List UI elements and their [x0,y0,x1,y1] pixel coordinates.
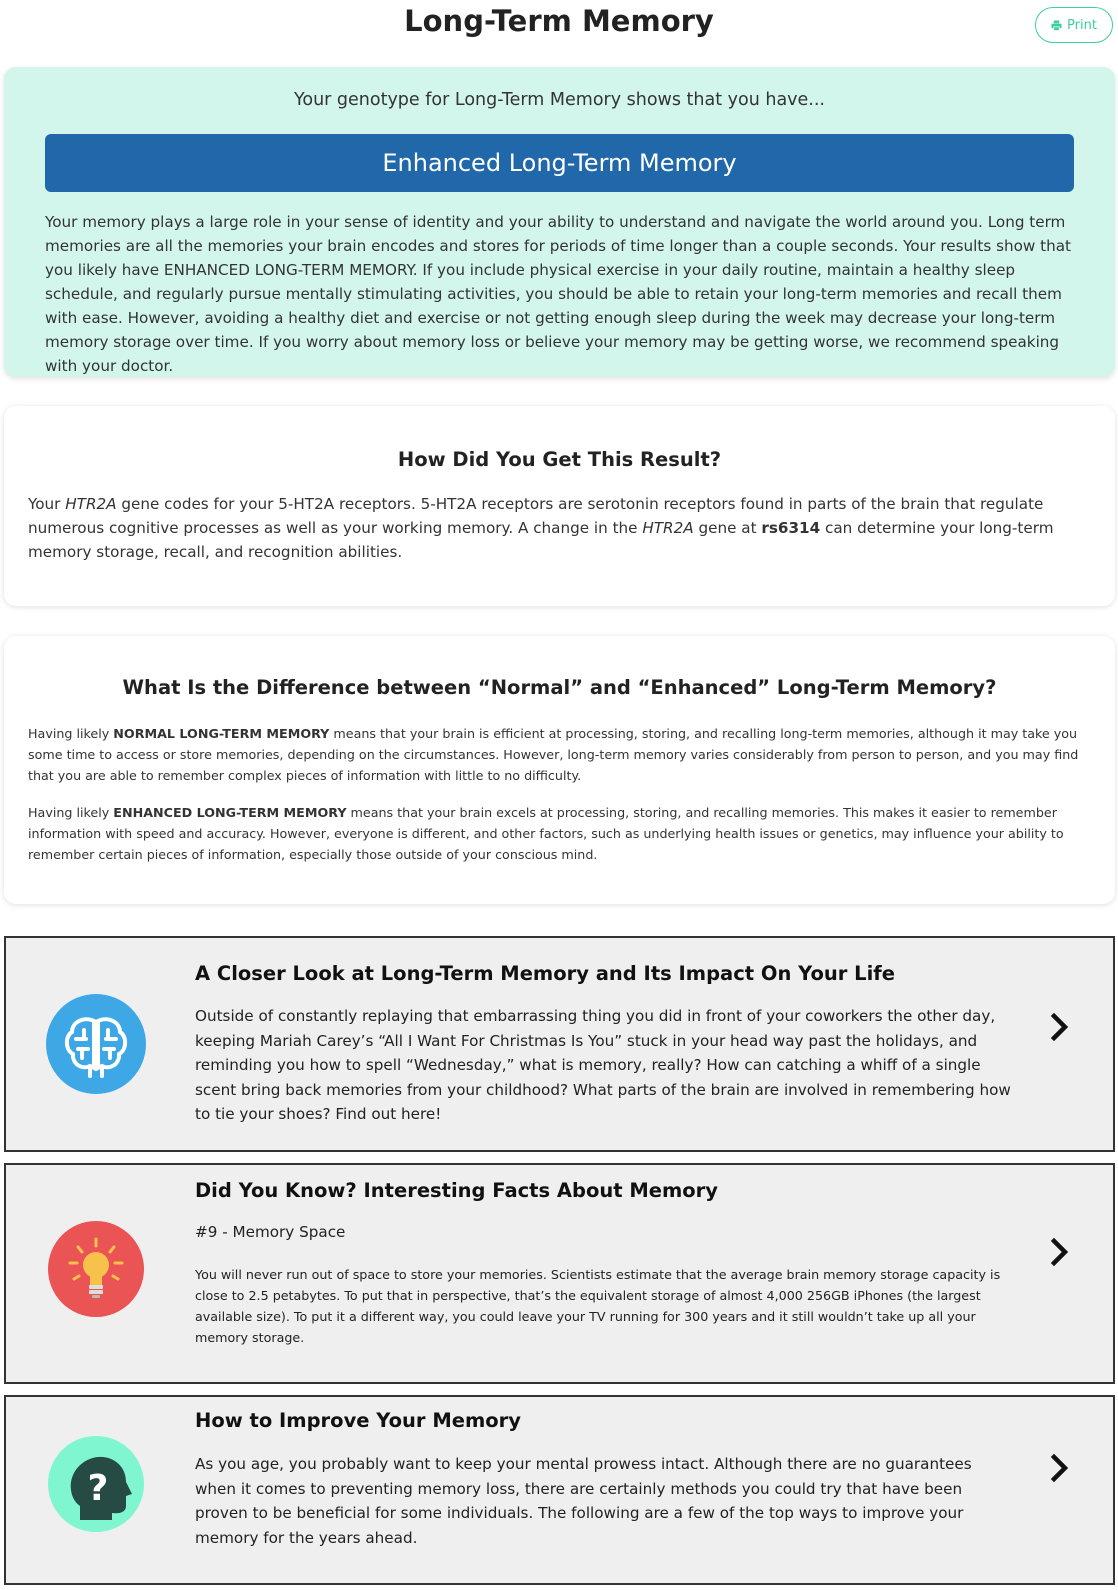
question-head-icon [46,1434,146,1534]
improve-text: As you age, you probably want to keep your mental prowess intact. Although there are no guarantees when it comes to preventing memory loss, there are certainly methods you could try that have been proven to be beneficial for some individuals. The following are a few of the top ways to improve your memory for the years ahead. [195,1455,972,1547]
difference-card [4,636,1115,904]
printer-icon [1051,20,1062,31]
interesting-facts-card[interactable] [4,1163,1115,1384]
print-button[interactable] [1035,7,1113,43]
result-intro: Your genotype for Long-Term Memory shows that you have... [294,90,825,110]
difference-title: What Is the Difference between “Normal” and “Enhanced” Long-Term Memory? [122,676,997,699]
enhanced-memory-paragraph: Having likely ENHANCED LONG-TERM MEMORY means that your brain excels at processing, storing, and recalling memories. This makes it easier to remember information with speed and accuracy. However, everyone is different, and other factors, such as underlying health issues or genetics, may influence your ability to remember certain pieces of information, especially those outside of your conscious mind. [28,805,1064,862]
closer-look-text: Outside of constantly replaying that embarrassing thing you did in front of your coworkers the other day, keeping Mariah Carey’s “All I Want For Christmas Is You” stuck in your head way past the holidays, and reminding you how to spell “Wednesday,” what is memory, really? How can catching a whiff of a single scent bring back memories from your childhood? What parts of the brain are involved in remembering how to tie your shoes? Find out here! [195,1007,1011,1123]
gene-name: HTR2A [65,495,117,513]
result-banner: Enhanced Long-Term Memory [45,134,1074,192]
snp-id: rs6314 [761,519,821,537]
fact-subtitle: #9 - Memory Space [195,1223,346,1241]
svg-text:?: ? [87,1468,109,1509]
result-description: Your memory plays a large role in your sense of identity and your ability to understand and navigate the world around you. Long term memories are all the memories your brain encodes and stores for periods of time longer than a couple seconds. Your results show that you likely have ENHANCED LONG-TERM MEMORY. If you include physical exercise in your daily routine, maintain a healthy sleep schedule, and regularly pursue mentally stimulating activities, you should be able to retain your long-term memories and recall them with ease. However, avoiding a healthy diet and exercise or not getting enough sleep during the week may decrease your long-term memory storage over time. If you worry about memory loss or believe your memory may be getting worse, we recommend speaking with your doctor. [45,213,1072,375]
print-label: Print [1067,17,1097,33]
closer-look-title: A Closer Look at Long-Term Memory and Its Impact On Your Life [195,962,895,985]
closer-look-card[interactable] [4,936,1115,1152]
normal-memory-paragraph: Having likely NORMAL LONG-TERM MEMORY means that your brain is efficient at processing, storing, and recalling long-term memories, although it may take you some time to access or store memories, depending on the circumstances. However, long-term memory varies considerably from person to person, and you may find that you are able to remember complex pieces of information with little to no difficulty. [28,726,1079,783]
lightbulb-icon [46,1219,146,1319]
how-result-title: How Did You Get This Result? [397,448,722,471]
improve-memory-card[interactable] [4,1395,1115,1585]
page-title: Long-Term Memory [404,4,714,38]
how-result-body: Your HTR2A gene codes for your 5-HT2A receptors. 5-HT2A receptors are serotonin receptors found in parts of the brain that regulate numerous cognitive processes as well as your working memory. A change in the HTR2A gene at rs6314 can determine your long-term memory storage, recall, and recognition abilities. [28,495,1054,561]
result-summary-card [4,67,1115,377]
fact-text: You will never run out of space to store your memories. Scientists estimate that the average brain memory storage capacity is close to 2.5 petabytes. To put that in perspective, that’s the equivalent storage of almost 4,000 256GB iPhones (the largest available size). To put it a different way, you could leave your TV running for 300 years and it still wouldn’t take up all your memory storage. [195,1267,1001,1345]
chevron-right-icon[interactable] [1050,1013,1070,1041]
chevron-right-icon[interactable] [1050,1238,1070,1266]
chevron-right-icon[interactable] [1050,1454,1070,1482]
improve-title: How to Improve Your Memory [195,1409,521,1432]
gene-name: HTR2A [642,519,694,537]
facts-title: Did You Know? Interesting Facts About Memory [195,1179,719,1202]
how-result-card [4,406,1115,606]
brain-icon [46,994,146,1094]
